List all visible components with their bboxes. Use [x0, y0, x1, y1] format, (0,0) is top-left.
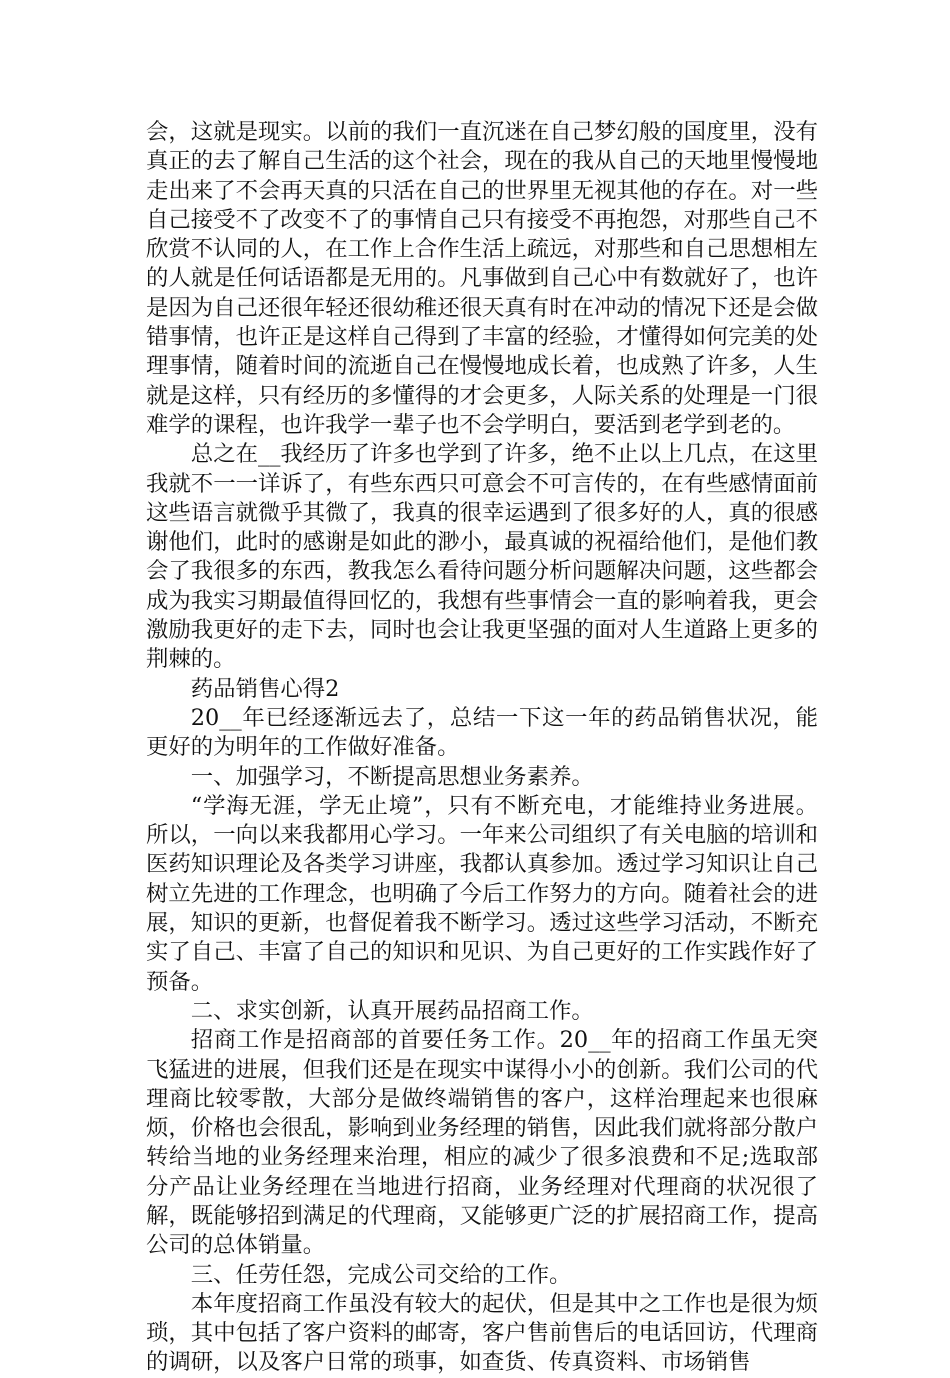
paragraph-intro: 20__年已经逐渐远去了，总结一下这一年的药品销售状况，能更好的为明年的工作做好准备。: [146, 704, 818, 761]
paragraph-diligence: 本年度招商工作虽没有较大的起伏，但是其中之工作也是很为烦琐，其中包括了客户资料的邮寄，客户售前售后的电话回访，代理商的调研，以及客户日常的琐事，如查货、传真资料、市场销售: [146, 1290, 818, 1376]
paragraph-study: “学海无涯，学无止境”，只有不断充电，才能维持业务进展。所以，一向以来我都用心学习。一年来公司组织了有关电脑的培训和医药知识理论及各类学习讲座，我都认真参加。透过学习知识让自己树立先进的工作理念，也明确了今后工作努力的方向。随着社会的进展，知识的更新，也督促着我不断学习。透过这些学习活动，不断充实了自己、丰富了自己的知识和见识、为自己更好的工作实践作好了预备。: [146, 792, 818, 995]
subheading-innovation: 二、求实创新，认真开展药品招商工作。: [190, 997, 594, 1024]
document-body: [146, 118, 818, 1378]
section-heading: 药品销售心得2: [190, 675, 340, 702]
paragraph-summary: 总之在__我经历了许多也学到了许多，绝不止以上几点，在这里我就不一一详诉了，有些东西只可意会不可言传的，在有些感情面前这些语言就微乎其微了，我真的很幸运遇到了很多好的人，真的很感谢他们，此时的感谢是如此的渺小，最真诚的祝福给他们，是他们教会了我很多的东西，教我怎么看待问题分析问题解决问题，这些都会成为我实习期最值得回忆的，我想有些事情会一直的影响着我，更会激励我更好的走下去，同时也会让我更坚强的面对人生道路上更多的荆棘的。: [146, 441, 818, 673]
paragraph-continuation: 会，这就是现实。以前的我们一直沉迷在自己梦幻般的国度里，没有真正的去了解自己生活的这个社会，现在的我从自己的天地里慢慢地走出来了不会再天真的只活在自己的世界里无视其他的存在。对一些自己接受不了改变不了的事情自己只有接受不再抱怨，对那些自己不欣赏不认同的人，在工作上合作生活上疏远，对那些和自己思想相左的人就是任何话语都是无用的。凡事做到自己心中有数就好了，也许是因为自己还很年轻还很幼稚还很天真有时在冲动的情况下还是会做错事情，也许正是这样自己得到了丰富的经验，才懂得如何完美的处理事情，随着时间的流逝自己在慢慢地成长着，也成熟了许多，人生就是这样，只有经历的多懂得的才会更多，人际关系的处理是一门很难学的课程，也许我学一辈子也不会学明白，要活到老学到老的。: [146, 119, 818, 438]
subheading-diligence: 三、任劳任怨，完成公司交给的工作。: [190, 1261, 572, 1288]
subheading-study: 一、加强学习，不断提高思想业务素养。: [190, 763, 594, 790]
paragraph-innovation: 招商工作是招商部的首要任务工作。20__年的招商工作虽无突飞猛进的进展，但我们还是在现实中谋得小小的创新。我们公司的代理商比较零散，大部分是做终端销售的客户，这样治理起来也很麻烦，价格也会很乱，影响到业务经理的销售，因此我们就将部分散户转给当地的业务经理来治理，相应的减少了很多浪费和不足;选取部分产品让业务经理在当地进行招商，业务经理对代理商的状况很了解，既能够招到满足的代理商，又能够更广泛的扩展招商工作，提高公司的总体销量。: [146, 1027, 818, 1259]
